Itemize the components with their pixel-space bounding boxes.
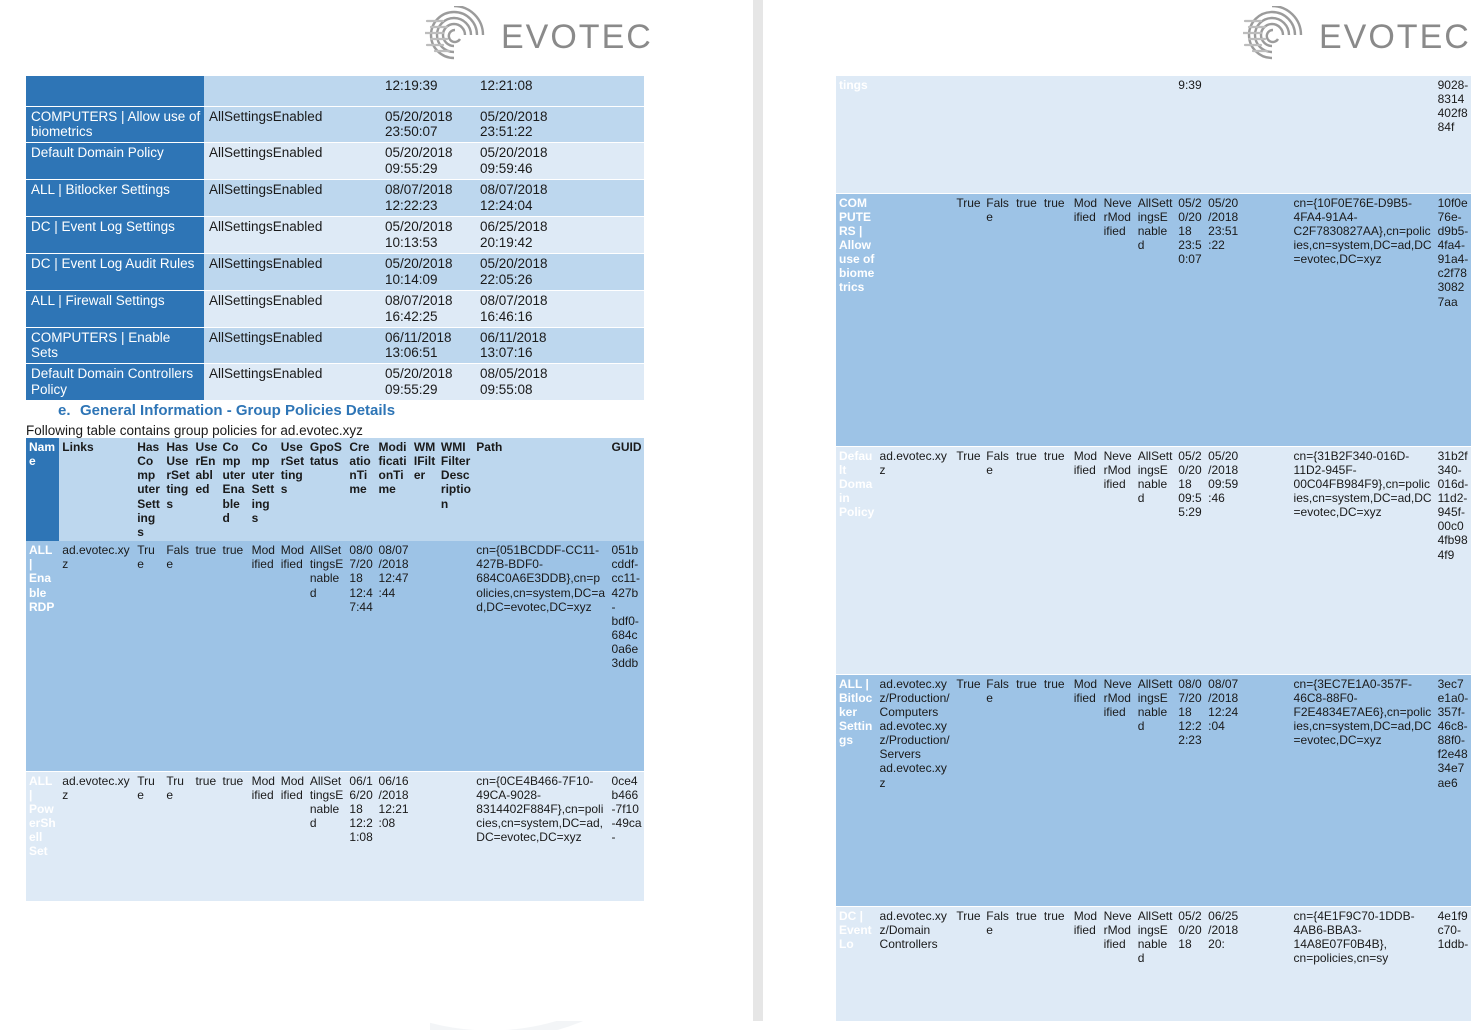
gpo-user-settings-cell: NeverModified (1101, 674, 1135, 906)
table-row[interactable] (26, 327, 644, 364)
gpo-computer-settings-cell: Modified (249, 541, 278, 771)
policy-creation-cell: 05/20/2018 09:55:29 (380, 143, 475, 180)
policy-settings-cell: AllSettingsEnabled (204, 106, 380, 143)
details-table-body (26, 541, 644, 901)
gpo-guid-cell: 3ec7e1a0-357f-46c8-88f0-f2e4834e7ae6 (1435, 674, 1471, 906)
gpo-creation-time-cell: 06/16/2018 12:21:08 (346, 771, 375, 901)
table-row[interactable] (836, 446, 1471, 674)
policy-settings-cell: AllSettingsEnabled (204, 327, 380, 364)
gpo-wmi-filter-cell (1241, 76, 1269, 193)
group-policies-details-table (26, 438, 644, 902)
policy-modification-cell: 05/20/2018 23:51:22 (475, 106, 644, 143)
evotec-wordmark: EVOTEC (501, 18, 653, 56)
gpo-guid-cell: 4e1f9c70-1ddb- (1435, 906, 1471, 1021)
evotec-swirl-icon (425, 6, 495, 69)
table-row[interactable] (26, 541, 644, 771)
col-header-modification-time: ModificationTime (376, 438, 411, 541)
gpo-name-cell: DC | Event Lo (836, 906, 877, 1021)
gpo-wmi-filter-cell (1241, 193, 1269, 446)
gpo-wmi-filter-description-cell (1269, 674, 1290, 906)
col-header-links: Links (59, 438, 134, 541)
gpo-guid-cell: 0ce4b466-7f10-49ca- (609, 771, 644, 901)
gpo-modification-time-cell: 05/20/2018 09:59:46 (1205, 446, 1241, 674)
gpo-computer-enabled-cell: true (219, 771, 248, 901)
gpo-wmi-filter-cell (1241, 674, 1269, 906)
table-row[interactable] (26, 76, 644, 106)
gpo-guid-cell: 9028-8314402f884f (1435, 76, 1471, 193)
policy-name-cell: DC | Event Log Settings (26, 217, 204, 254)
gpo-user-settings-cell: NeverModified (1101, 193, 1135, 446)
policy-modification-cell: 08/05/2018 09:55:08 (475, 364, 644, 401)
col-header-guid: GUID (609, 438, 644, 541)
col-header-wmi-filter-description: WMIFilterDescription (438, 438, 473, 541)
gpo-has-user-settings-cell (983, 76, 1013, 193)
gpo-wmi-filter-description-cell (438, 541, 473, 771)
gpo-path-cell (1291, 76, 1435, 193)
table-row[interactable] (26, 217, 644, 254)
gpo-wmi-filter-description-cell (1269, 76, 1290, 193)
gpo-wmi-filter-cell (411, 771, 438, 901)
policy-settings-cell: AllSettingsEnabled (204, 180, 380, 217)
evotec-logo-left (425, 6, 653, 69)
gpo-user-settings-cell: Modified (278, 771, 307, 901)
col-header-name: Name (26, 438, 59, 541)
policy-creation-cell: 06/11/2018 13:06:51 (380, 327, 475, 364)
policy-name-cell: Default Domain Controllers Policy (26, 364, 204, 401)
gpo-computer-enabled-cell: true (1041, 446, 1071, 674)
gpo-links-cell: ad.evotec.xyz (59, 771, 134, 901)
summary-table-body (26, 76, 644, 401)
gpo-user-enabled-cell: true (1013, 906, 1041, 1021)
gpo-user-enabled-cell: true (1013, 674, 1041, 906)
gpo-path-cell: cn={0CE4B466-7F10-49CA-9028-8314402F884F},cn=policies,cn=system,DC=ad,DC=evotec,DC=xyz (473, 771, 608, 901)
policy-creation-cell: 08/07/2018 12:22:23 (380, 180, 475, 217)
gpo-wmi-filter-description-cell (1269, 193, 1290, 446)
policy-creation-cell: 05/20/2018 10:14:09 (380, 253, 475, 290)
table-header-row (26, 438, 644, 541)
gpo-name-cell: tings (836, 76, 877, 193)
policy-modification-cell: 08/07/2018 12:24:04 (475, 180, 644, 217)
gpo-computer-enabled-cell: true (1041, 906, 1071, 1021)
col-header-user-settings: UserSettings (278, 438, 307, 541)
gpo-computer-settings-cell: Modified (1071, 193, 1101, 446)
gpo-user-settings-cell (1101, 76, 1135, 193)
gpo-user-enabled-cell: true (192, 541, 219, 771)
policy-settings-cell: AllSettingsEnabled (204, 290, 380, 327)
policy-name-cell: ALL | Bitlocker Settings (26, 180, 204, 217)
gpo-wmi-filter-cell (411, 541, 438, 771)
policy-settings-cell: AllSettingsEnabled (204, 364, 380, 401)
gpo-wmi-filter-description-cell (1269, 446, 1290, 674)
policy-modification-cell: 12:21:08 (475, 76, 644, 106)
gpo-creation-time-cell: 08/07/2018 12:47:44 (346, 541, 375, 771)
col-header-user-enabled: UserEnabled (192, 438, 219, 541)
table-row[interactable] (836, 906, 1471, 1021)
gpo-links-cell (877, 193, 954, 446)
gpo-links-cell: ad.evotec.xyz (59, 541, 134, 771)
gpo-modification-time-cell: 05/20/2018 23:51:22 (1205, 193, 1241, 446)
table-row[interactable] (26, 364, 644, 401)
gpo-modification-time-cell: 06/16/2018 12:21:08 (376, 771, 411, 901)
gpo-path-cell: cn={4E1F9C70-1DDB-4AB6-BBA3-14A8E07F0B4B}, cn=policies,cn=sy (1291, 906, 1435, 1021)
policy-creation-cell: 05/20/2018 10:13:53 (380, 217, 475, 254)
gpo-has-computer-settings-cell: True (953, 674, 983, 906)
gpo-status-cell: AllSettingsEnabled (1135, 674, 1176, 906)
policy-settings-cell: AllSettingsEnabled (204, 217, 380, 254)
gpo-path-cell: cn={10F0E76E-D9B5-4FA4-91A4-C2F7830827AA},cn=policies,cn=system,DC=ad,DC=evotec,DC=xyz (1291, 193, 1435, 446)
col-header-has-computer-settings: HasComputerSettings (134, 438, 163, 541)
gpo-status-cell: AllSettingsEnabled (1135, 906, 1176, 1021)
col-header-creation-time: CreationTime (346, 438, 375, 541)
gpo-wmi-filter-description-cell (1269, 906, 1290, 1021)
policy-settings-cell (204, 76, 380, 106)
document-page-right (766, 0, 1471, 1021)
gpo-wmi-filter-description-cell (438, 771, 473, 901)
gpo-has-user-settings-cell: False (983, 674, 1013, 906)
gpo-link: ad.evotec.xyz/Production/Servers (879, 718, 950, 762)
gpo-user-settings-cell: NeverModified (1101, 446, 1135, 674)
policy-modification-cell: 06/11/2018 13:07:16 (475, 327, 644, 364)
gpo-name-cell: ALL | Enable RDP (26, 541, 59, 771)
evotec-logo-right (1243, 6, 1471, 69)
gpo-links-cell: ad.evotec.xyz (877, 446, 954, 674)
policy-modification-cell: 05/20/2018 22:05:26 (475, 253, 644, 290)
gpo-links-cell (877, 674, 954, 906)
gpo-name-cell: ALL | Bitlocker Settings (836, 674, 877, 906)
details-table-header (26, 438, 644, 541)
col-header-gpo-status: GpoStatus (307, 438, 347, 541)
table-row[interactable] (26, 253, 644, 290)
col-header-has-user-settings: HasUserSettings (163, 438, 192, 541)
gpo-user-enabled-cell (1013, 76, 1041, 193)
gpo-guid-cell: 31b2f340-016d-11d2-945f-00c04fb984f9 (1435, 446, 1471, 674)
col-header-computer-settings: ComputerSettings (249, 438, 278, 541)
col-header-path: Path (473, 438, 608, 541)
table-row[interactable] (26, 106, 644, 143)
gpo-computer-settings-cell: Modified (1071, 674, 1101, 906)
gpo-modification-time-cell: 08/07/2018 12:47:44 (376, 541, 411, 771)
gpo-status-cell: AllSettingsEnabled (1135, 446, 1176, 674)
table-row[interactable] (26, 143, 644, 180)
gpo-has-computer-settings-cell: True (134, 771, 163, 901)
gpo-path-cell: cn={31B2F340-016D-11D2-945F-00C04FB984F9},cn=policies,cn=system,DC=ad,DC=evotec,DC=xyz (1291, 446, 1435, 674)
gpo-wmi-filter-cell (1241, 446, 1269, 674)
gpo-guid-cell: 10f0e76e-d9b5-4fa4-91a4-c2f7830827aa (1435, 193, 1471, 446)
gpo-computer-enabled-cell (1041, 76, 1071, 193)
gpo-modification-time-cell (1205, 76, 1241, 193)
col-header-computer-enabled: ComputerEnabled (219, 438, 248, 541)
gpo-user-enabled-cell: true (192, 771, 219, 901)
gpo-computer-settings-cell: Modified (1071, 446, 1101, 674)
policy-creation-cell: 08/07/2018 16:42:25 (380, 290, 475, 327)
gpo-name-cell: Default Domain Policy (836, 446, 877, 674)
page-gutter (735, 0, 766, 1021)
gpo-creation-time-cell: 08/07/2018 12:22:23 (1175, 674, 1205, 906)
gpo-links-cell: ad.evotec.xyz/Domain Controllers (877, 906, 954, 1021)
gpo-modification-time-cell: 08/07/2018 12:24:04 (1205, 674, 1241, 906)
policy-name-cell: COMPUTERS | Enable Sets (26, 327, 204, 364)
gpo-link: ad.evotec.xyz (879, 761, 947, 790)
gpo-user-settings-cell: Modified (278, 541, 307, 771)
policy-creation-cell: 12:19:39 (380, 76, 475, 106)
table-row[interactable] (836, 76, 1471, 193)
gpo-user-settings-cell: NeverModified (1101, 906, 1135, 1021)
gpo-creation-time-cell: 05/20/2018 23:50:07 (1175, 193, 1205, 446)
gpo-links-cell (877, 76, 954, 193)
gpo-creation-time-cell: 9:39 (1175, 76, 1205, 193)
document-page-left (0, 0, 735, 1021)
gpo-computer-enabled-cell: true (1041, 193, 1071, 446)
table-row[interactable] (836, 674, 1471, 906)
col-header-wmi-filter: WMIFilter (411, 438, 438, 541)
gpo-path-cell: cn={051BCDDF-CC11-427B-BDF0-684C0A6E3DDB},cn=policies,cn=system,DC=ad,DC=evotec,DC=xyz (473, 541, 608, 771)
gpo-computer-settings-cell: Modified (249, 771, 278, 901)
gpo-user-enabled-cell: true (1013, 446, 1041, 674)
gpo-status-cell: AllSettingsEnabled (1135, 193, 1176, 446)
gpo-wmi-filter-cell (1241, 906, 1269, 1021)
policy-name-cell: COMPUTERS | Allow use of biometrics (26, 106, 204, 143)
gpo-creation-time-cell: 05/20/2018 09:55:29 (1175, 446, 1205, 674)
gpo-has-user-settings-cell: True (163, 771, 192, 901)
gpo-has-user-settings-cell: False (983, 906, 1013, 1021)
group-policies-details-table-continued (836, 76, 1471, 1021)
gpo-has-computer-settings-cell: True (953, 193, 983, 446)
gpo-modification-time-cell: 06/25/2018 20: (1205, 906, 1241, 1021)
gpo-status-cell (1135, 76, 1176, 193)
gpo-name-cell: COMPUTERS | Allow use of biometrics (836, 193, 877, 446)
section-index: e. (58, 402, 71, 419)
right-table-body (836, 76, 1471, 1021)
gpo-name-cell: ALL | PowerShell Set (26, 771, 59, 901)
policy-settings-cell: AllSettingsEnabled (204, 143, 380, 180)
gpo-link: ad.evotec.xyz/Production/Computers (879, 676, 950, 719)
gpo-computer-settings-cell (1071, 76, 1101, 193)
gpo-status-cell: AllSettingsEnabled (307, 771, 347, 901)
policy-name-cell: DC | Event Log Audit Rules (26, 253, 204, 290)
gpo-has-user-settings-cell: False (163, 541, 192, 771)
evotec-swirl-icon (1243, 6, 1313, 69)
gpo-has-computer-settings-cell: True (134, 541, 163, 771)
gpo-has-user-settings-cell: False (983, 446, 1013, 674)
section-title: General Information - Group Policies Details (80, 402, 396, 419)
policy-name-cell: ALL | Firewall Settings (26, 290, 204, 327)
gpo-status-cell: AllSettingsEnabled (307, 541, 347, 771)
gpo-user-enabled-cell: true (1013, 193, 1041, 446)
policy-creation-cell: 05/20/2018 23:50:07 (380, 106, 475, 143)
policy-name-cell: Default Domain Policy (26, 143, 204, 180)
table-row[interactable] (26, 180, 644, 217)
gpo-guid-cell: 051bcddf-cc11-427b-bdf0-684c0a6e3ddb (609, 541, 644, 771)
policy-modification-cell: 05/20/2018 09:59:46 (475, 143, 644, 180)
gpo-computer-enabled-cell: true (1041, 674, 1071, 906)
policy-settings-cell: AllSettingsEnabled (204, 253, 380, 290)
table-row[interactable] (26, 290, 644, 327)
table-row[interactable] (26, 771, 644, 901)
policy-modification-cell: 08/07/2018 16:46:16 (475, 290, 644, 327)
gpo-computer-settings-cell: Modified (1071, 906, 1101, 1021)
gpo-has-computer-settings-cell: True (953, 906, 983, 1021)
group-policies-summary-table (26, 76, 644, 401)
policy-creation-cell: 05/20/2018 09:55:29 (380, 364, 475, 401)
evotec-wordmark: EVOTEC (1319, 18, 1471, 56)
table-row[interactable] (836, 193, 1471, 446)
gpo-path-cell: cn={3EC7E1A0-357F-46C8-88F0-F2E4834E7AE6},cn=policies,cn=system,DC=ad,DC=evotec,DC=xyz (1291, 674, 1435, 906)
gpo-has-computer-settings-cell (953, 76, 983, 193)
gpo-computer-enabled-cell: true (219, 541, 248, 771)
gpo-has-computer-settings-cell: True (953, 446, 983, 674)
gpo-has-user-settings-cell: False (983, 193, 1013, 446)
policy-modification-cell: 06/25/2018 20:19:42 (475, 217, 644, 254)
section-heading (58, 402, 395, 419)
policy-name-cell (26, 76, 204, 106)
section-subtitle: Following table contains group policies for ad.evotec.xyz (26, 423, 363, 438)
gpo-creation-time-cell: 05/20/2018 (1175, 906, 1205, 1021)
